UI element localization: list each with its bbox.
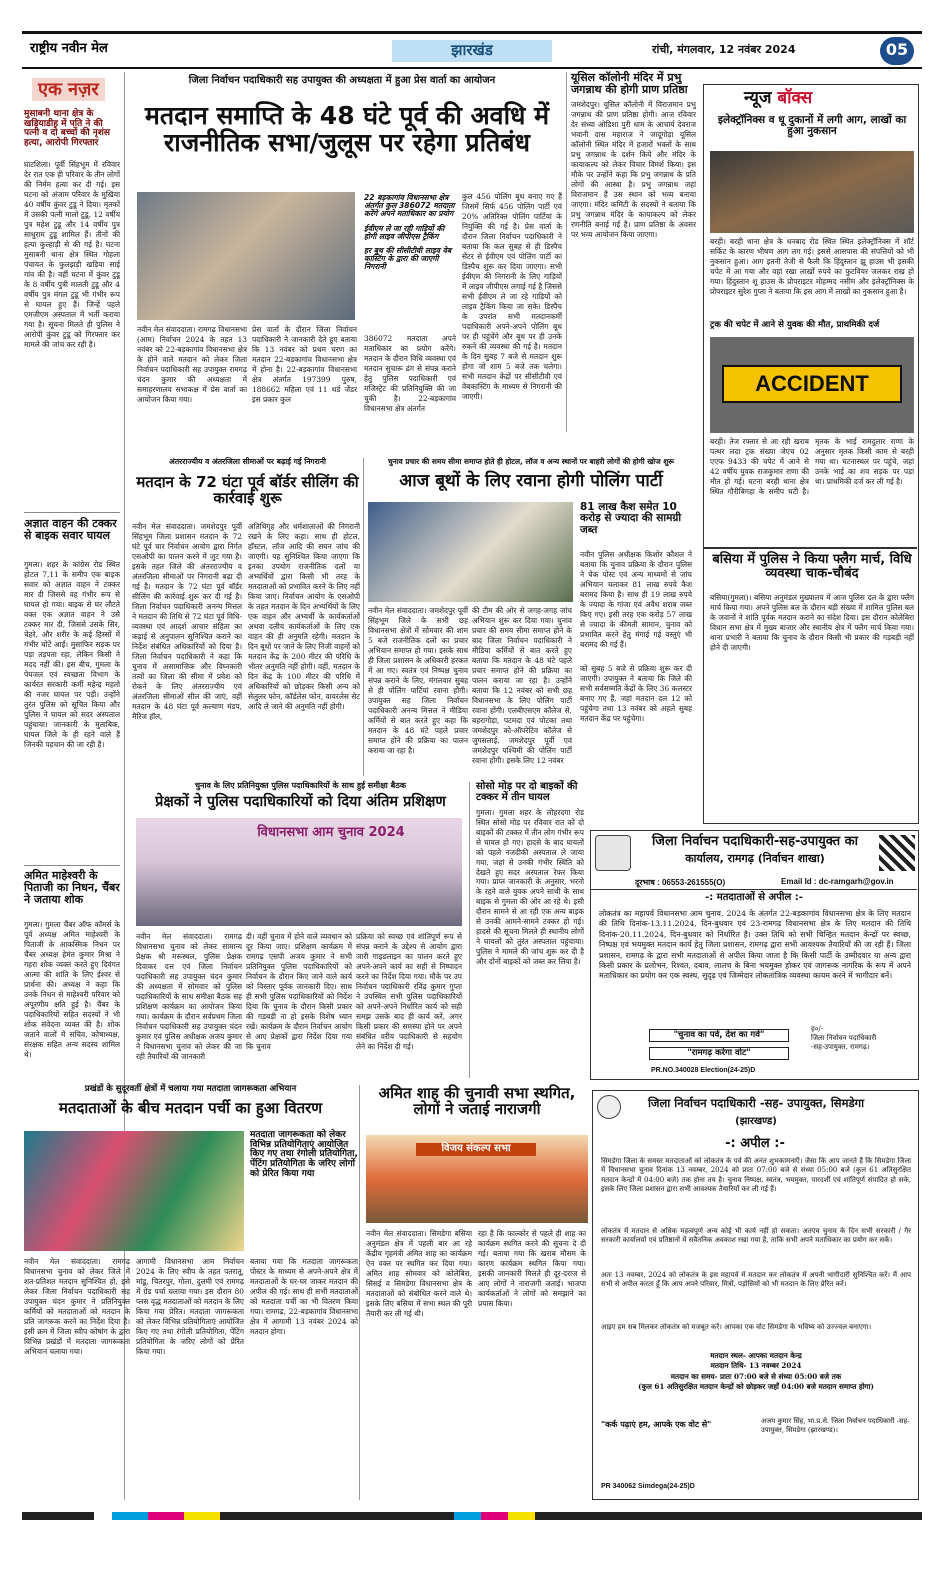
ek-nazar-label: एक नज़र (32, 78, 105, 101)
ramgarh-appeal: -: मतदाताओं से अपील :- (705, 892, 803, 903)
border-kicker: अंतरराज्यीय व अंतरजिला सीमाओं पर बढ़ाई गई निगरानी (169, 457, 326, 466)
lead-body-a: नवीन मेल संवाददाता। रामगढ़ विधानसभा (आम) निर्वाचन 2024 के तहत 13 नवंबर को 22-बड़कागांव विधानसभा क्षेत्र के होने वाले मतदान को लेकर जिला निर्वाचन पदाधिकारी सह उपायुक्त रामगढ़ चंदन कुमार की अध्यक्षता में समाहरणालय सभाकक्ष में प्रेस वार्ता का आयोजन किया गया। (137, 325, 247, 404)
election-logo (595, 835, 631, 871)
training-photo (136, 818, 462, 926)
masthead (22, 31, 922, 69)
news-label-a: न्यूज (744, 88, 772, 108)
polling-sub-body: नवीन पुलिस अधीक्षक किशोर कौशल ने बताया कि चुनाव प्रक्रिया के दौरान पुलिस ने चेक पोस्ट एवं अन्य माध्यमों से जांच अभियान चलाकर 81 लाख रुपये कैश बरामद किया है। साथ ही 19 लाख रुपये के ज्यादा के गांजा एवं अवैध शराब जब्त किए गए। इसी तरह एक करोड़ 57 लाख से ज्यादा के कीमती सामान, चुनाव को प्रभावित करने हेतु मंगाई गई वस्तुएं भी बरामद की गई हैं। (580, 550, 692, 649)
simdega-p8: (कुल 61 अतिसुरक्षित मतदान केन्द्रों को छोड़कर जहाँ 04:00 बजे मतदान समाप्त होगा) (638, 1382, 874, 1392)
news-box (703, 84, 919, 824)
paper-name: राष्ट्रीय नवीन मेल (30, 41, 108, 56)
bullet-3: हर बूथ की सीसीटीवी लाइव वेब कास्टिंग के द्वारा की जाएगी निगरानी (364, 245, 452, 272)
border-headline: मतदान के 72 घंटा पूर्व बॉर्डर सीलिंग की कार्रवाई शुरू (136, 473, 359, 508)
simdega-sub: (झारखण्ड) (735, 1116, 777, 1127)
training-headline: प्रेक्षकों ने पुलिस पदाधिकारियों को दिया अंतिम प्रशिक्षण (155, 793, 446, 810)
brief-3-title: अमित माहेश्वरी के पिताजी का निधन, चैंबर ने जताया शोक (24, 869, 120, 906)
page-number: 05 (880, 37, 914, 65)
news-box-b1: बरही। बरही थाना क्षेत्र के धनबाद रोड स्थित स्थित इलेक्ट्रॉनिक्स में शॉर्ट सर्किट के कारण भीषण आग लग गई। इससे आसपास की संपत्तियों को भी नुकसान हुआ। आग इतनी तेजी से फैली कि हिंदुस्तान झू हाउस भी इसकी चपेट में आ गया और वहां रखा लाखों रुपये का फुटवियर जलकर राख हो गया। हिंदुस्तान शू हाउस के प्रोपराइटर मोहम्मद नसीम और इलेक्ट्रॉनिक्स के प्रोपराइटर सुरेश गुप्ता ने बताया कि इस आग में लाखों का नुकसान हुआ है। (710, 237, 914, 296)
ramgarh-slogan-2: "रामगढ़ करेगा वोट" (649, 1047, 789, 1060)
amit-body-a: नवीन मेल संवाददाता। सिमडेगा बसिया अनुमंडल क्षेत्र में पहली बार आ रहे केंद्रीय गृहमंत्री अमित शाह का कार्यक्रम ऐन वक्त पर स्थगित कर दिया गया। अमित शाह सोमवार को कोलेबिरा, सिसई व सिमडेगा विधानसभा क्षेत्र के मतदाताओं को संबोधित करने वाले थे। इसके लिए बसिया में सभा स्थल की पूरी तैयारी कर ली गई थी। (366, 1229, 472, 1318)
awareness-side-head: मतदाता जागरूकता को लेकर विभिन्न प्रतियोगिताएं आयोजित किए गए तथा रंगोली प्रतियोगिता, पेंटिंग प्रतियोगिता के जरिए लोगों को प्रेरित किया गया (250, 1130, 358, 1179)
vote-icon (879, 835, 915, 871)
brief-1-body: घाटशिला। पूर्वी सिंहभूम में रविवार देर रात एक ही परिवार के तीन लोगों की निर्मम हत्या कर दी गई। इस घटना को अंजाम परिवार के मुखिया 40 वर्षीय कुंवर टुडू ने दिया। मृतकों में उसकी पत्नी मालो टुडू, 12 वर्षीय पुत्र महेश टुडू और 14 वर्षीय पुत्र साधुराम टुडू शामिल हैं। तीनों की हत्या कुल्हाड़ी से की गई है। घटना मुसाबनी थाना क्षेत्र स्थित गोहला पंचायत के फुलझड़ी खड़िया साई गांव की है। वहीं घटना में कुंवर टुडू के 8 वर्षीय पुत्री मालती टुडू और 4 वर्षीय पुत्र मंगल टुडू भी गंभीर रूप से घायल हुए हैं। जिन्हें पहले एमजीएम अस्पताल में भर्ती कराया गया है। सूचना मिलते ही पुलिस ने आरोपी कुंवर टुडू को गिरफ्तार कर मामले की जांच कर रही है। (24, 160, 120, 349)
temple-body: जमशेदपुर। यूसिल कॉलोनी में विराजमान प्रभु जगन्नाथ की प्राण प्रतिष्ठा होगी। आज रविवार देर संध्या ओडिशा पुरी धाम के आचार्य देवराज भवानी दास महाराज ने जादूगोड़ा यूसिल कॉलोनी स्थित मंदिर में हजारों भक्तों के साथ प्रभु जगन्नाथ के दर्शन किये और मंदिर के कायाकल्प को लेकर विचार विमर्श किया। इस मौके पर उन्होंने कहा कि प्रभु जगन्नाथ के प्रति लोगों की आस्था है। प्रभु जगन्नाथ जहां विराजमान हैं उस स्थान को भव्य बनाया जाएगा। मंदिर कमिटी के सदस्यों ने बताया कि प्रभु जगन्नाथ मंदिर के कायाकल्प को लेकर रणनीति बनाई गई है। प्राण प्रतिष्ठा के अवसर पर भव्य आयोजन किया जाएगा। (571, 99, 696, 239)
training-kicker: चुनाव के लिए प्रतिनियुक्त पुलिस पदाधिकारियों के साथ हुई समीक्षा बैठक (194, 781, 407, 790)
rally-photo (366, 1135, 588, 1223)
amit-shah-story (366, 1085, 588, 1500)
awareness-body-b: आगामी विधानसभा आम निर्वाचन 2024 के लिए स्वीप के तहत पतरातू, मांडू, चितरपुर, गोला, दुलमी एवं रामगढ़ में ग्रेड पर्चा चलाया गया। इस दौरान 80 प्लस वृद्ध मतदाताओं को मतदान के लिए किया गया प्रेरित। मतदाता जागरूकता को लेकर विभिन्न प्रतियोगिताएं आयोजित किए गए तथा रंगोली प्रतियोगिता, पेंटिंग प्रतियोगिता के जरिए लोगों को प्रेरित किया गया। (136, 1257, 244, 1356)
rally-banner: विजय संकल्प सभा (416, 1143, 536, 1156)
accident-body: गुमला। गुमला शहर के लोहरदगा रोड स्थित सोसो मोड़ पर रविवार रात को दो बाइकों की टक्कर में तीन लोग गंभीर रूप से घायल हो गए। हादसे के बाद घायलों को पहले नजदीकी अस्पताल ले जाया गया, जहां से उनकी गंभीर स्थिति को देखते हुए सदर अस्पताल रेफर किया गया। प्राप्त जानकारी के अनुसार, भरनो के रहने वाले युवक अपने साथी के साथ बाइक से गुमला की ओर आ रहे थे। इसी दौरान सामने से आ रही एक अन्य बाइक से उनकी आमने-सामने टक्कर हो गई। हादसे की सूचना मिलते ही स्थानीय लोगों ने घायलों को तुरंत अस्पताल पहुंचाया। पुलिस ने मामले की जांच शुरू कर दी है और दोनों बाइकों को जब्त कर लिया है। (476, 807, 584, 967)
lead-body-d: कुल 456 पोलिंग बूथ बनाए गए हैं जिसमें सिर्फ 456 पोलिंग पार्टी एवं 20% अतिरिक्त पोलिंग पार्टियां के नियुक्ति की गई है। प्रेस वार्ता के दौरान जिला निर्वाचन पदाधिकारी ने बताया कि कल सुबह से ही डिस्पैच सेंटर से ईवीएम एवं पोलिंग पार्टी का डिस्पैच शुरू कर दिया जाएगा। सभी ईवीएम की निगरानी के लिए गाड़ियों में लाइव जीपीएस लगाई गई है जिससे सभी ईवीएम ले जा रहे गाड़ियों को लाइव ट्रैकिंग किया जा सके। डिस्पैच के उपरांत सभी मतदानकर्मी पदाधिकारी अपने-अपने पोलिंग बूथ पर ही पहुंचेंगे और बूथ पर ही उनके रुकने की व्यवस्था की गई है। मतदान के दिन सुबह 7 बजे से मतदान शुरू होगा जो शाम 5 बजे तक चलेगा। सभी मतदान केंद्रों पर सीसीटीवी एवं वेबकास्टिंग के माध्यम से निगरानी की जाएगी। (462, 192, 562, 401)
lead-body-c: 386072 मतदाता अपने मताधिकार का प्रयोग करेंगे। मतदान के दौरान विधि व्यवस्था एवं मतदान सुचारू ढंग से संपन्न कराने हेतु पुलिस पदाधिकारी एवं मजिस्ट्रेट की प्रतिनियुक्ति की जा चुकी है। 22-बड़कागांव विधानसभा क्षेत्र अंतर्गत (364, 334, 456, 413)
section-label: झारखंड (392, 40, 552, 62)
top-rule (22, 31, 922, 34)
brief-2-title: अज्ञात वाहन की टक्कर से बाइक सवार घायल (24, 517, 117, 542)
ramgarh-title-1: जिला निर्वाचन पदाधिकारी-सह-उपायुक्त का (651, 834, 859, 849)
news-box-h3: बसिया में पुलिस ने किया फ्लैग मार्च, विधि व्यवस्था चाक-चौबंद (712, 552, 912, 582)
simdega-p6: मतदान तिथि- 13 नवम्बर 2024 (710, 1361, 802, 1371)
simdega-p7: मतदान का समय- प्रातः 07:00 बजे से संध्या 05:00 बजे तक (670, 1371, 842, 1381)
simdega-logo (597, 1095, 621, 1119)
accident-sign: ACCIDENT (722, 365, 902, 403)
border-story (132, 458, 364, 776)
lead-headline: मतदान समाप्ति के 48 घंटे पूर्व की अवधि में राजनीतिक सभा/जुलूस पर रहेगा प्रतिबंध (144, 101, 550, 157)
ramgarh-body: लोकतंत्र का महापर्व विधानसभा आम चुनाव, 2024 के अंतर्गत 22-बड़कागांव विधानसभा क्षेत्र के लिए मतदान की तिथि दिनांक-13.11.2024, दिन-बुधवार एवं 23-रामगढ़ विधानसभा क्षेत्र के लिए मतदान की तिथि दिनांक-20.11.2024, दिन-बुधवार को निर्धारित है। उक्त तिथि को सभी चिन्हित मतदान केन्द्रों पर स्वच्छ, निष्पक्ष एवं भयमुक्त मतदान कार्य हेतु जिला प्रशासन, रामगढ़ द्वारा सभी आवश्यक तैयारियाँ की जा रही हैं। जिला प्रशासन, रामगढ़ के द्वारा सभी मतदाताओं से अपील किया जाता है कि किसी पार्टी के उम्मीदवार या अन्य द्वारा किसी प्रकार के प्रलोभन, रिश्वत, दबाव, लालच के बिना भयमुक्त होकर एवं जागरूक नागरिक के रूप में अपने मताधिकार का प्रयोग कर एक स्वस्थ, सुदृढ़ एवं जिम्मेदार लोकतांत्रिक व्यवस्था कायम करने में भागीदार बनें। (599, 909, 911, 981)
border-body-a: नवीन मेल संवाददाता। जमशेदपुर पूर्वी सिंहभूम जिला प्रशासन मतदान के 72 घंटे पूर्व चार निर्वाचन आयोग द्वारा निर्गत एसओपी का पालन करने में जुट गया है। इसके तहत जिले की अंतरराज्यीय व अंतरजिला सीमाओं पर निगरानी बढ़ा दी गई है। मतदान के 72 घंटा पूर्व बॉर्डर सीलिंग की कार्रवाई शुरू कर दी गई है। जिला निर्वाचन पदाधिकारी अनन्य मित्तल ने मतदान की तिथि से 72 घंटा पूर्व विधि-व्यवस्था एवं आदर्श आचार संहिता का कड़ाई से अनुपालन सुनिश्चित कराने का निर्देश संबंधित अधिकारियों को दिया है। जिला निर्वाचन पदाधिकारी ने कहा कि चुनाव में असामाजिक और विघ्नकारी तत्वों का जिला की सीमा में प्रवेश को रोकने के लिए अंतरराज्यीय एवं अंतरजिला सीमाओं सील की जाएं, वहीं मतदान के 48 घंटा पूर्व कल्याण मंडप, मैरिज हॉल, (132, 522, 242, 721)
bullet-2: ईवीएम ले जा रही गाड़ियों की होगी लाइव जीपीएस ट्रैकिंग (364, 223, 445, 241)
amit-headline: अमित शाह की चुनावी सभा स्थगित, लोगों ने जताई नाराजगी (378, 1084, 576, 1119)
sign-line-1: ह०/- (811, 1025, 824, 1033)
sign-line-2: जिला निर्वाचन पदाधिकारी (811, 1033, 877, 1042)
simdega-p2: लोकतंत्र में मतदान से अधिक महत्वपूर्ण अन्य कोई भी कार्य नहीं हो सकता। अतएव चुनाव के दिन सभी सरकारी / गैर सरकारी कार्यालयों एवं प्रतिष्ठानों में सवैतनिक अवकाश रखा गया है, ताकि सभी अपने मताधिकार का प्रयोग कर सकें। (601, 1227, 911, 1245)
ramgarh-email: Email Id : dc-ramgarh@gov.in (781, 877, 894, 886)
awareness-body-c: बताया गया कि मतदाता जागरूकता पोस्टर के माध्यम से अपने-अपने क्षेत्र में मतदाताओं के घर-घर जाकर मतदान की अपील की गई। साथ ही सभी मतदाताओं को मतदाता पर्ची का भी वितरण किया गया। रामगढ़, 22-बड़कागांव विधानसभा क्षेत्र में आगामी 13 नवंबर 2024 को मतदान होगा। (250, 1257, 358, 1336)
dateline: रांची, मंगलवार, 12 नवंबर 2024 (652, 43, 796, 56)
ramgarh-slogan-1: "चुनाव का पर्व, देश का गर्व" (649, 1029, 789, 1042)
accident-story (476, 782, 584, 1078)
simdega-p5: मतदान स्थल- आपका मतदान केन्द्र (710, 1351, 802, 1360)
simdega-p4: आइए हम सब मिलकर लोकतंत्र को मजबूत करें। आपका एक वोट सिमडेगा के भविष्य को उज्ज्वल बनाएगा। (601, 1323, 872, 1331)
simdega-p1: सिमडेगा जिला के समस्त मतदाताओं को लोकतंत्र के पर्व की अनंत शुभकामनाएँ। जैसा कि आप जानते हैं कि सिमडेगा जिला में विधानसभा चुनाव दिनांक 13 नवम्बर, 2024 को प्रातः 07:00 बजे से संध्या 05:00 बजे (कुल 61 अतिसुरक्षित मतदान केन्द्रों में 04:00 बजे) तक होना तय है। चुनाव निष्पक्ष, स्वतंत्र, भयमुक्त, पारदर्शी एवं शांतिपूर्ण संपादित हो सके, इसके लिए जिला प्रशासन द्वारा सभी आवश्यक तैयारियाँ कर ली गई हैं। (601, 1157, 911, 1194)
polling-headline: आज बूथों के लिए रवाना होगी पोलिंग पार्टी (399, 470, 663, 491)
awareness-kicker: प्रखंडों के सुदूरवर्ती क्षेत्रों में चलाया गया मतदाता जागरूकता अभियान (84, 1084, 297, 1094)
simdega-slogan: "कर्क पढ़ाएं हम, आपके एक वोट से" (601, 1420, 712, 1429)
lead-kicker: जिला निर्वाचन पदाधिकारी सह उपायुक्त की अध्यक्षता में हुआ प्रेस वार्ता का आयोजन (188, 75, 496, 86)
polling-body-b: की टीम की ओर से जगह-जगह जांच अभियान शुरू कर दिया गया। चुनाव प्रचार की समय सीमा समाप्त होने के बाद जिला निर्वाचन पदाधिकारी ने मीडिया कर्मियों से बात करते हुए बताया कि मतदान के 48 घंटे पहले प्रचार समाप्त होने की प्रक्रिया का पालन कराया जा रहा है। उन्होंने बताया कि 12 नवंबर को सभी छह विधानसभा के लिए पोलिंग पार्टी रवाना होंगी। एलबीएसएम कॉलेज से, बहरागोड़ा, पटमदा एवं पोटका तथा जमशेदपुर को-ऑपरेटिव कॉलेज से जुगसलाई, जमशेदपुर पूर्वी एवं जमशेदपुर पश्चिमी की पोलिंग पार्टी रवाना होंगी। इसके लिए 12 नवंबर (472, 606, 572, 765)
news-box-h2: ट्रक की चपेट में आने से युवक की मौत, प्राथमिकी दर्ज (710, 320, 880, 330)
news-box-h1: इलेक्ट्रॉनिक्स व धू दुकानों में लगी आग, लाखों का हुआ नुकसान (717, 114, 907, 138)
polling-body-a: नवीन मेल संवाददाता। जमशेदपुर पूर्वी सिंहभूम जिले के सभी छह विधानसभा क्षेत्रों में सोमवार की शाम 5 बजे राजनीतिक दलों का प्रचार अभियान समाप्त हो गया। इसके साथ ही जिला प्रशासन के अधिकारी हरकत में आ गए। स्वतंत्र एवं निष्पक्ष चुनाव संपन्न कराने के लिए, मंगलवार सुबह से ही पोलिंग पार्टियां रवाना होंगी। उपायुक्त सह जिला निर्वाचन पदाधिकारी अनन्य मित्तल ने मीडिया कर्मियों से बात करते हुए कहा कि मतदान के 48 घंटे पहले प्रचार समाप्त होने की प्रक्रिया का पालन कराया जा रहा है। (368, 606, 468, 755)
awareness-story (22, 1085, 360, 1500)
news-box-b2: बरही। तेज रफ्तार से आ रही खराब पत्थर लदा ट्रक संख्या जेएच 02 एएफ 9433 की चपेट में आने से 42 वर्षीय युवक राजकुमार राणा की मौत हो गई। घटना बरही थाना क्षेत्र स्थित गौरीबिगहा के समीप घटी है। मृतक के भाई रामदुलार राणा के अनुसार मृतक किसी काम से बरही गया था। घटनास्थल पर पहुंचे, जहां उनके भाई का शव सड़क पर पड़ा था। प्राथमिकी दर्ज कर ली गई है। (710, 437, 914, 496)
border-body-b: अतिथिगृह और धर्मशालाओं की निगरानी रखने के लिए कहा। साथ ही होटल, हॉस्टल, लॉज आदि की सघन जांच की जाएगी। यह सुनिश्चित किया जाएगा कि इनका उपयोग राजनीतिक दलों या अभ्यर्थियों द्वारा किसी भी तरह के मतदाताओं को प्रभावित करने के लिए नहीं किया जाए। निर्वाचन आयोग के एसओपी के तहत मतदान के दिन अभ्यर्थियों के लिए एक वाहन और अभ्यर्थी के कार्यकर्ताओं अथवा दलीय कार्यकर्ताओं के लिए एक वाहन की ही अनुमति रहेगी। मतदान के दिन बूथों पर जाने के लिए निजी वाहनों को मतदान केंद्र के 200 मीटर की परिधि के भीतर अनुमति नहीं होगी। वहीं, मतदान के दिन केंद्र के 100 मीटर की परिधि में अधिकारियों को छोड़कर किसी अन्य को सेलुलर फोन, कॉर्डलेस फोन, वायरलेस सेट आदि ले जाने की अनुमति नहीं होगी। (248, 522, 360, 711)
registration-bar (22, 1512, 922, 1520)
ramgarh-phone: दूरभाष : 06553-261555(O) (635, 878, 726, 887)
brief-divider (24, 512, 120, 513)
ramgarh-appeal-ad (590, 830, 919, 1080)
polling-sub-head: 81 लाख कैश समेत 10 करोड़ से ज्यादा की सामग्री जब्त (580, 501, 682, 536)
simdega-appeal: -: अपील :- (725, 1136, 785, 1151)
lead-body-b: प्रेस वार्ता के दौरान जिला निर्वाचन पदाधिकारी ने जानकारी देते हुए बताया कि 13 नवंबर को प्रथम चरण का मतदान 22-बड़कागांव विधानसभा क्षेत्र में होना है। 22-बड़कागांव विधानसभा क्षेत्र अंतर्गत 197399 पुरुष, 188662 महिला एवं 11 थर्ड जेंडर इस प्रकार कुल (252, 325, 357, 404)
ramgarh-signature (811, 1025, 915, 1051)
temple-headline: यूसिल कॉलोनी मंदिर में प्रभु जगन्नाथ की होगी प्राण प्रतिष्ठा (571, 71, 688, 96)
brief-1-title: मुसाबनी थाना क्षेत्र के खड़ियाडीह में पति ने की पत्नी व दो बच्चों की नृशंस हत्या, आरोपी गिरफ्तार (24, 109, 111, 149)
training-photo-banner: विधानसभा आम चुनाव 2024 (257, 825, 405, 840)
polling-kicker: चुनाव प्रचार की समय सीमा समाप्त होते ही होटल, लॉज व अन्य स्थानों पर बाहरी लोगों की होगी खोज शुरू (387, 457, 675, 466)
polling-tail: को सुबह 5 बजे से प्रक्रिया शुरू कर दी जाएगी। उपायुक्त ने बताया कि जिले की सभी सर्वसम्मति केंद्रों के लिए 36 कलस्टर बनाए गए हैं, जहां मतदान दल 12 को पहुंचेगा तथा 13 नवंबर को अहले सुबह मतदान केंद्र पर पहुंचेगा। (580, 664, 692, 723)
simdega-p3: अतः 13 नवम्बर, 2024 को लोकतंत्र के इस महापर्व में मतदान कर लोकतंत्र में अपनी भागीदारी सुनिश्चित करें। मैं आप सभी से अपील करता हूँ कि आप अपने परिवार, मित्रों, पड़ोसियों को भी मतदान के लिए प्रेरित करें। (601, 1271, 911, 1289)
bullet-1: 22 बड़कागांव विधानसभा क्षेत्र अंतर्गत कुल 386072 मतदाता करेंगे अपने मताधिकार का प्रयोग (364, 193, 455, 219)
simdega-appeal-ad (592, 1090, 919, 1500)
awareness-photo (24, 1131, 244, 1251)
news-label-b: बॉक्स (777, 88, 813, 108)
simdega-details (601, 1351, 911, 1393)
awareness-body-a: नवीन मेल संवाददाता। रामगढ़ विधानसभा चुनाव को लेकर जिले में शत-प्रतिशत मतदान सुनिश्चित हो, इसे लेकर जिला निर्वाचन पदाधिकारी सह उपायुक्त चंदन कुमार ने प्रतिनियुक्त कर्मियों को मतदाताओं को मतदान के प्रति जागरूक करने का निर्देश दिया है। इसी क्रम में जिला स्वीप कोषांग के द्वारा विभिन्न प्रखंडों में मतदाता जागरूकता अभियान चलाया गया। (24, 1257, 130, 1356)
brief-2-body: गुमला। शहर के कांग्रेस रोड स्थित होटल 7,11 के समीप एक बाइक सवार को अज्ञात वाहन ने टक्कर मार दी जिससे वह गंभीर रूप से घायल हो गया। बाइक से घर लौटते वक्त एक अज्ञात वाहन ने उसे टक्कर मार दी, जिससे उसके सिर, चेहरे, और शरीर के कई हिस्सों में गंभीर चोटें आईं। मुसाफिर सड़क पर पड़ा तड़पता रहा, लेकिन किसी ने मदद नहीं की। इस बीच, गुमला के पेयजल एवं स्वच्छता विभाग के कार्यरत सरकारी कर्मी महेन्द्र महतो की नजर घायल पर पड़ी। उन्होंने तुरंत पुलिस को सूचित किया और पुलिस ने घायल को सदर अस्पताल पहुंचाया। जानकारी के मुताबिक, घायल जिले के ही रहने वाले हैं जिनकी पहचान की जा रही है। (24, 560, 120, 749)
temple-story (566, 72, 696, 432)
press-conference-photo (137, 192, 355, 320)
simdega-title: जिला निर्वाचन पदाधिकारी -सह- उपायुक्त, सिमडेगा (647, 1096, 865, 1110)
training-body-b: दी। वहीं चुनाव में होने वाले व्यवधान को दूर किया जाए। प्रशिक्षण कार्यक्रम में रामगढ़ एसपी अजय कुमार ने सभी प्रतिनियुक्त पुलिस पदाधिकारियों को निर्वाचन के दौरान किए जाने वाले कार्य को विस्तार पूर्वक जानकारी दिए। साथ ही सभी पुलिस पदाधिकारियों को निर्देश दिया कि चुनाव के दौरान किसी प्रकार की गड़बड़ी ना हो इसके विशेष ध्यान रखें। कार्यक्रम के दौरान निर्वाचन आयोग से आए प्रेक्षकों द्वारा निर्देश दिया गया कि चुनाव (246, 932, 352, 1051)
simdega-pr: PR 340062 Simdega(24-25)D (601, 1483, 695, 1490)
polling-story (368, 458, 694, 776)
accident-headline: सोसो मोड़ पर दो बाइकों की टक्कर में तीन घायल (476, 781, 578, 803)
sign-line-3: -सह-उपायुक्त, रामगढ़। (811, 1042, 870, 1051)
fire-photo (710, 151, 914, 233)
news-box-b3: बसिया(गुमला)। बसिया अनुमंडल मुख्यालय में आज पुलिस दल के द्वारा फ्लैग मार्च किया गया। अपने पुलिस बल के दौरान बड़ी संख्या में शामिल पुलिस बल के जवानों ने शांति पूर्वक मतदान कराने का संदेश दिया। इस दौरान कोलेबिरा विधान सभा क्षेत्र में मुख्य बाजार और स्थानीय क्षेत्र में फ्लैग मार्च किया गया। थाना प्रभारी ने बताया कि चुनाव के दौरान किसी भी प्रकार की गड़बड़ी नहीं होने दी जाएगी। (710, 593, 914, 652)
simdega-sign: अजय कुमार सिंह, भा.प्र.से. जिला निर्वाचन पदाधिकारी -सह- उपायुक्त, सिमडेगा (झारखण्ड)। (761, 1417, 910, 1434)
awareness-headline: मतदाताओं के बीच मतदान पर्ची का हुआ वितरण (58, 1099, 323, 1118)
amit-body-b: रहा है कि फाल्कोर से पहले ही शाह का कार्यक्रम स्थगित करने की सूचना दे दी गई। बताया गया कि खराब मौसम के कारण कार्यक्रम स्थगित किया गया। इसकी जानकारी मिलते ही दूर-दराज से आए लोगों ने नाराजगी जताई। भाजपा कार्यकर्ताओं ने लोगों को समझाने का प्रयास किया। (478, 1229, 586, 1308)
training-body-c: प्रक्रिया को स्वच्छ एवं शांतिपूर्ण रूप से संपन्न कराने के उद्देश्य से आयोग द्वारा जारी गाइडलाइन का पालन करते हुए अपने-अपने कार्य का सही से निष्पादन करने का निर्देश दिया गया। मौके पर उप निर्वाचन पदाधिकारी रविंद्र कुमार गुप्ता ने उपस्थित सभी पुलिस पदाधिकारियों को अपने-अपने निर्धारित कार्य को सही समझ उसके बाद ही कार्य करें, अगर किसी प्रकार की समस्या होने पर अपने संबंधित वरीय पदाधिकारी से सहयोग लेने का निर्देश दी गई। (356, 932, 462, 1051)
brief-divider (24, 865, 120, 866)
brief-3-body: गुमला। गुमला चैंबर ऑफ कॉमर्स के पूर्व अध्यक्ष अमित माहेश्वरी के पिताजी के आकस्मिक निधन पर चैंबर अध्यक्ष हेमंत कुमार मिश्रा ने गहरा शोक व्यक्त करते हुए दिवंगत आत्मा की शांति के लिए ईश्वर से प्रार्थना की। अध्यक्ष ने कहा कि उनके निधन से माहेश्वरी परिवार को अपूरणीय क्षति हुई है। चैंबर के पदाधिकारियों सहित सदस्यों ने भी शोक संवेदना व्यक्त की है। शोक जताने वालों में सचिव, कोषाध्यक्ष, संरक्षक सहित अन्य सदस्य शामिल थे। (24, 920, 120, 1059)
news-box-label (744, 89, 812, 107)
news-box-divider (704, 547, 917, 549)
officials-photo (368, 502, 573, 602)
training-story (132, 782, 470, 1078)
masthead-rule (22, 67, 922, 69)
ramgarh-rule (591, 889, 917, 890)
accident-sign-photo (710, 337, 914, 433)
ramgarh-pr: PR.NO.340028 Election(24-25)D (651, 1067, 756, 1074)
training-body-a: नवीन मेल संवाददाता। रामगढ़ विधानसभा चुनाव को लेकर सामान्य प्रेक्षक श्री मरूस्थल, पुलिस प्रेक्षक दिवाकर दत्त एवं जिला निर्वाचन पदाधिकारी सह उपायुक्त चंदन कुमार की अध्यक्षता में सोमवार को पुलिस पदाधिकारियों के साथ समीक्षा बैठक सह प्रशिक्षण कार्यक्रम का आयोजन किया गया। कार्यक्रम के दौरान सर्वप्रथम जिला निर्वाचन पदाधिकारी सह उपायुक्त चंदन कुमार एवं पुलिस अधीक्षक अजय कुमार ने विधानसभा चुनाव को लेकर की जा रही तैयारियों की जानकारी (136, 932, 242, 1061)
lead-bullets (364, 194, 456, 324)
ramgarh-title-2: कार्यालय, रामगढ़ (निर्वाचन शाखा) (685, 852, 825, 865)
